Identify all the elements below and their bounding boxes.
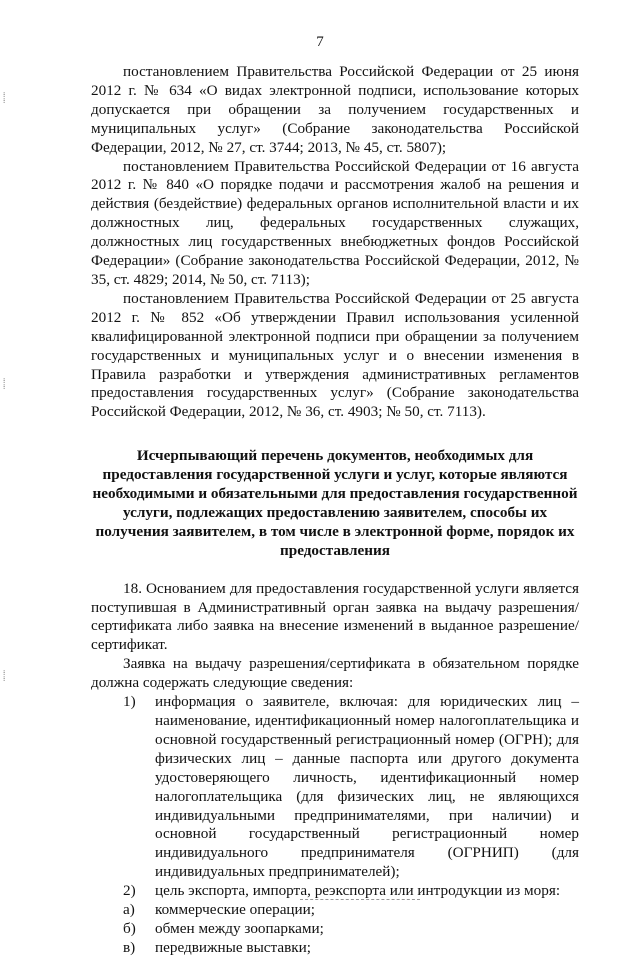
paragraph-decree-840: постановлением Правительства Российской Федерации от 16 августа 2012 г. № 840 «О порядке подачи и рассмотрения жалоб на решения и действия (бездействие) федеральных органов исполнительной власти и их должностных лиц, федеральных государственных служащих, должностных лиц государственных внебюджетных фондов Российской Федерации» (Собрание законодательства Российской Федерации, 2012, № 35, ст. 4829; 2014, № 50, ст. 7113);	[91, 157, 579, 288]
binding-mark-icon: ⁝ ⁝	[3, 669, 6, 683]
paragraph-18: 18. Основанием для предоставления государственной услуги является поступившая в Административный орган заявка на выдачу разрешения/сертификата либо заявка на внесение изменений в выданное разрешение/сертификат.	[91, 579, 579, 654]
list-item-text: передвижные выставки;	[155, 938, 311, 956]
page-number: 7	[316, 34, 324, 50]
paragraph-decree-634: постановлением Правительства Российской Федерации от 25 июня 2012 г. № 634 «О видах электронной подписи, использование которых допускается при обращении за получением государственных и муниципальных услуг» (Собрание законодательства Российской Федерации, 2012, № 27, ст. 3744; 2013, № 45, ст. 5807);	[91, 63, 579, 156]
document-body	[91, 63, 579, 958]
section-heading: Исчерпывающий перечень документов, необходимых для предоставления государственной услуги и услуг, которые являются необходимыми и обязательными для предоставления государственной услуги, подлежащих предоставлению заявителем, способы их получения заявителем, в том числе в электронной форме, порядок их предоставления	[92, 447, 578, 559]
binding-mark-icon: ⁝ ⁝	[3, 377, 6, 391]
paragraph-request-contents: Заявка на выдачу разрешения/сертификата в обязательном порядке должна содержать следующие сведения:	[91, 655, 579, 692]
list-item-number: б)	[123, 919, 136, 937]
list-item-text: коммерческие операции;	[155, 901, 316, 919]
list-item	[91, 939, 579, 958]
paragraph-decree-852: постановлением Правительства Российской Федерации от 25 августа 2012 г. № 852 «Об утверждении Правил использования усиленной квалифицированной электронной подписи при обращении за получением государственных и муниципальных услуг и о внесении изменения в Правила разработки и утверждения административных регламентов предоставления государственных услуг» (Собрание законодательства Российской Федерации, 2012, № 36, ст. 4903; № 50, ст. 7113).	[91, 289, 579, 421]
list-item-number: а)	[123, 901, 135, 919]
scan-edge-divider	[300, 899, 420, 901]
list-item	[91, 693, 579, 882]
list-item-text: информация о заявителе, включая: для юридических лиц – наименование, идентификационный номер налогоплательщика и основной государственный регистрационный номер (ОГРН); для физических лиц – данные паспорта или другого документа удостоверяющего личность, идентификационный номер налогоплательщика (для физических лиц, не являющихся индивидуальными предпринимателями, при наличии) и основной государственный регистрационный номер индивидуального предпринимателя (ОГРНИП) (для индивидуальных предпринимателей);	[155, 693, 579, 881]
list-item	[91, 920, 579, 939]
list-item-number: 1)	[123, 693, 136, 711]
binding-mark-icon: ⁝ ⁝	[3, 91, 6, 105]
list-item	[91, 901, 579, 920]
list-item-text: цель экспорта, импорта, реэкспорта или интродукции из моря:	[155, 882, 561, 900]
list-item-number: 2)	[123, 882, 136, 900]
list-item-text: обмен между зоопарками;	[155, 919, 324, 937]
list-item-number: в)	[123, 938, 136, 956]
